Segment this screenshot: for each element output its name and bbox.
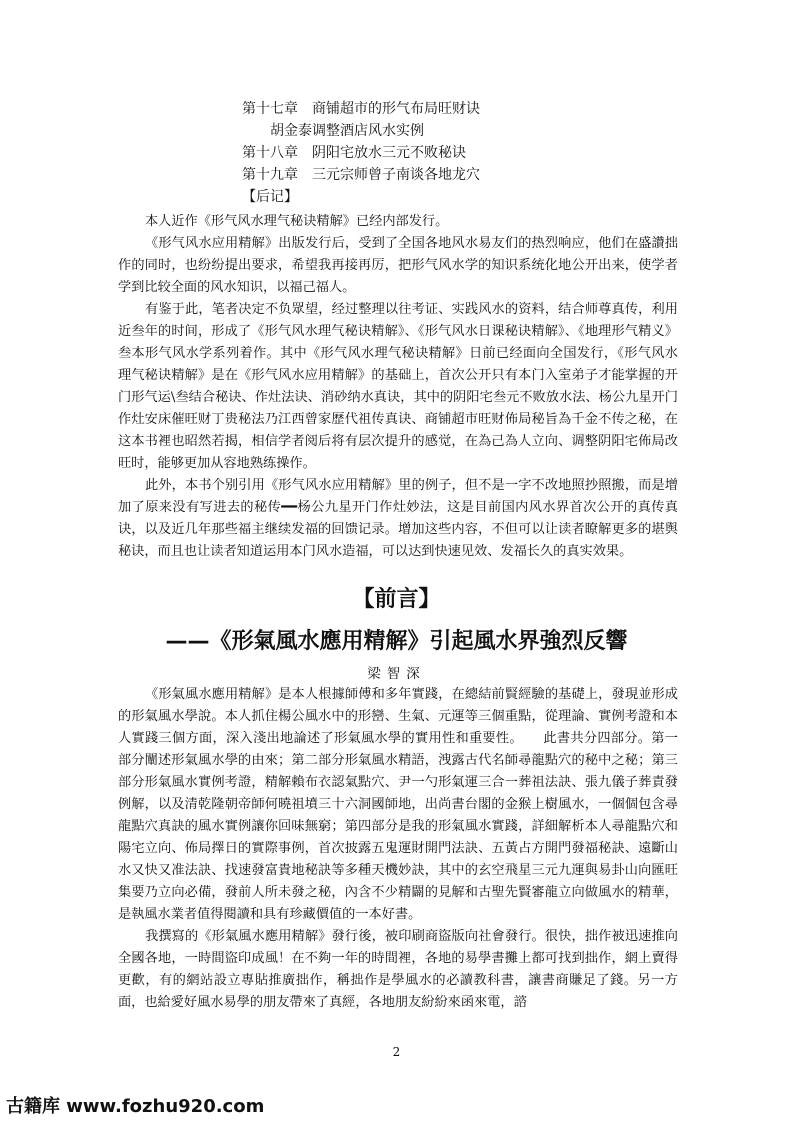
preface-subtitle: ——《形氣風水應用精解》引起風水界強烈反響 xyxy=(165,629,628,654)
paragraph: 有鉴于此，笔者决定不负眾望，经过整理以往考证、实践风水的资料，结合师尊真传，利用近叁年的时间，形成了《形气风水理气秘诀精解》、《形气风水日课秘诀精解》、《地理形气精义》叁本形气风水学系列着作。其中《形气风水理气秘诀精解》日前已经面向全国发行，《形气风水理气秘诀精解》是在《形气风水应用精解》的基础上，首次公开只有本门入室弟子才能掌握的开门形气运\叁结合秘诀、作灶法诀、消砂纳水真诀，其中的阴阳宅叁元不败放水法、杨公九星开门作灶安床催旺财丁贵秘法乃江西曾家歷代祖传真诀、商铺超市旺财佈局秘旨為千金不传之秘，在这本书裡也昭然若揭，相信学者阅后将有层次提升的感觉，在為己為人立向、调整阴阳宅佈局改旺时，能够更加从容地熟练操作。 xyxy=(118,302,678,471)
preface-heading: 【前言】 xyxy=(352,587,441,612)
toc-title: 商铺超市的形气布局旺财诀 xyxy=(312,101,480,117)
toc-item xyxy=(242,120,480,142)
toc-item xyxy=(242,164,480,186)
paragraph: 本人近作《形气风水理气秘诀精解》已经内部发行。 xyxy=(145,214,449,229)
toc-title: 阴阳宅放水三元不败秘诀 xyxy=(312,145,466,161)
toc-chapter: 【后记】 xyxy=(242,189,298,205)
page-number: 2 xyxy=(392,1045,401,1059)
toc-title: 三元宗师曾子南谈各地龙穴 xyxy=(312,167,480,183)
toc-chapter: 第十七章 xyxy=(242,101,298,117)
preface-text xyxy=(118,684,678,1014)
intro-text xyxy=(118,211,678,563)
toc-item xyxy=(242,98,480,120)
toc-chapter: 第十八章 xyxy=(242,145,298,161)
table-of-contents xyxy=(242,98,480,208)
paragraph: 此外，本书个别引用《形气风水应用精解》里的例子，但不是一字不改地照抄照搬，而是增加了原来没有写进去的秘传━━杨公九星开门作灶妙法，这是目前国内风水界首次公开的真传真诀，以及近几年那些福主继续发福的回馈记录。增加这些内容，不但可以让读者瞭解更多的堪舆秘诀，而且也让读者知道运用本门风水造福，可以达到快速见效、发福长久的真实效果。 xyxy=(118,478,678,559)
toc-item xyxy=(242,142,480,164)
paragraph: 《形氣風水應用精解》是本人根據師傅和多年實踐，在總結前賢經驗的基礎上，發現並形成的形氣風水學說。本人抓住楊公風水中的形巒、生氣、元運等三個重點，從理論、實例考證和本人實踐三個方面，深入淺出地論述了形氣風水學的實用性和重要性。 此書共分四部分。第一部分闡述形氣風水學的由來；第二部分形氣風水精語，洩露古代名師尋龍點穴的秘中之秘；第三部分形氣風水實例考證，精解賴布衣認氣點穴、尹一勺形氣運三合一葬祖法訣、張九儀子葬責發例解，以及清乾隆朝帝師何曉祖墳三十六洞國師地，出尚書台閣的金猴上樹風水，一個個包含尋龍點穴真訣的風水實例讓你回味無窮；第四部分是我的形氣風水實踐，詳細解析本人尋龍點穴和陽宅立向、佈局擇日的實際事例，首次披露五鬼運財開門法訣、五黃占方開門發福秘訣、遠斷山水又快又准法訣、找速發富貴地秘訣等多種天機妙訣，其中的玄空飛星三元九運與易卦山向匯旺集要乃立向必備，發前人所未發之秘，內含不少精闢的見解和古聖先賢審龍立向做風水的精華，是執風水業者值得閱讀和具有珍藏價值的一本好書。 xyxy=(118,687,678,922)
toc-item xyxy=(242,186,480,208)
toc-title: 胡金泰调整酒店风水实例 xyxy=(270,123,424,139)
paragraph: 《形气风水应用精解》出版发行后，受到了全国各地风水易友们的热烈响应，他们在盛讚拙作的同时，也纷纷提出要求，希望我再接再厉，把形气风水学的知识系统化地公开出来，使学者学到比较全面的风水知识，以福己福人。 xyxy=(118,236,678,295)
paragraph: 我撰寫的《形氣風水應用精解》發行後，被印刷商盜版向社會發行。很快，拙作被迅速推向全國各地，一時間盜印成風！在不夠一年的時間裡，各地的易學書攤上都可找到拙作，網上賣得更歡，有的網站設立專貼推廣拙作，稱拙作是學風水的必讀教科書，讓書商賺足了錢。另一方面，也給愛好風水易學的朋友帶來了真經，各地朋友紛紛來函來電，諮 xyxy=(118,929,678,1010)
site-watermark: 古籍库 www.fozhu920.com xyxy=(6,1096,265,1117)
author-name: 梁智深 xyxy=(367,666,426,682)
toc-chapter: 第十九章 xyxy=(242,167,298,183)
